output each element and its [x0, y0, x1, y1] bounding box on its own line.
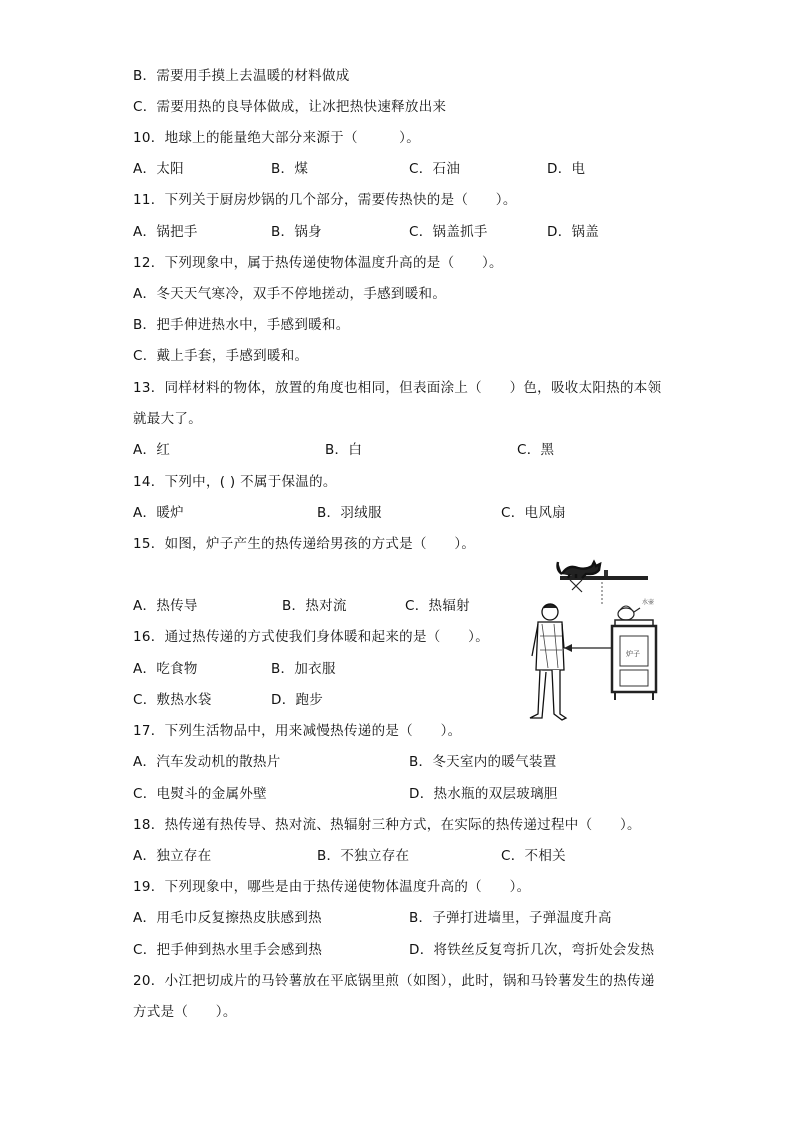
question-20-cont: 方式是（ ）。	[133, 1004, 237, 1020]
q15-option-a: A．热传导	[133, 598, 198, 614]
q18-option-c: C．不相关	[501, 848, 566, 864]
q19-option-d: D．将铁丝反复弯折几次，弯折处会发热	[409, 942, 655, 958]
question-18: 18．热传递有热传导、热对流、热辐射三种方式，在实际的热传递过程中（ ）。	[133, 817, 641, 833]
q13-option-a: A．红	[133, 442, 171, 458]
q16-option-b: B．加衣服	[271, 661, 336, 677]
question-12: 12．下列现象中，属于热传递使物体温度升高的是（ ）。	[133, 255, 503, 271]
question-15: 15．如图，炉子产生的热传递给男孩的方式是（ ）。	[133, 536, 476, 552]
question-17: 17．下列生活物品中，用来减慢热传递的是（ ）。	[133, 723, 462, 739]
q17-option-b: B．冬天室内的暖气装置	[409, 754, 557, 770]
q13-option-b: B．白	[325, 442, 363, 458]
q17-option-c: C．电熨斗的金属外壁	[133, 786, 267, 802]
q13-option-c: C．黑	[517, 442, 555, 458]
q10-option-b: B．煤	[271, 161, 309, 177]
cat-icon	[558, 562, 601, 578]
svg-text:水壶: 水壶	[642, 599, 655, 606]
q16-option-d: D．跑步	[271, 692, 324, 708]
question-16: 16．通过热传递的方式使我们身体暖和起来的是（ ）。	[133, 629, 490, 645]
q10-option-c: C．石油	[409, 161, 461, 177]
question-10: 10．地球上的能量绝大部分来源于（ ）。	[133, 130, 421, 146]
q19-option-c: C．把手伸到热水里手会感到热	[133, 942, 323, 958]
shelf-icon	[560, 576, 648, 580]
q12-option-c: C．戴上手套，手感到暖和。	[133, 348, 309, 364]
stove-boy-figure	[520, 552, 670, 724]
q19-option-a: A．用毛巾反复擦热皮肤感到热	[133, 910, 322, 926]
q17-option-d: D．热水瓶的双层玻璃胆	[409, 786, 558, 802]
question-13: 13．同样材料的物体，放置的角度也相同，但表面涂上（ ）色，吸收太阳热的本领	[133, 380, 662, 396]
q16-option-a: A．吃食物	[133, 661, 198, 677]
q11-option-d: D．锅盖	[547, 224, 600, 240]
q9-option-b: B．需要用手摸上去温暖的材料做成	[133, 68, 350, 84]
question-13-cont: 就最大了。	[133, 411, 202, 427]
q9-option-c: C．需要用热的良导体做成，让冰把热快速释放出来	[133, 99, 447, 115]
stove-icon	[612, 620, 656, 700]
q18-option-a: A．独立存在	[133, 848, 212, 864]
question-11: 11．下列关于厨房炒锅的几个部分，需要传热快的是（ ）。	[133, 192, 517, 208]
q10-option-a: A．太阳	[133, 161, 184, 177]
kettle-icon	[618, 598, 654, 620]
question-14: 14．下列中，( ) 不属于保温的。	[133, 474, 337, 490]
boy-icon	[530, 604, 566, 720]
q11-option-a: A．锅把手	[133, 224, 198, 240]
q12-option-a: A．冬天天气寒冷，双手不停地搓动，手感到暖和。	[133, 286, 447, 302]
svg-text:炉子: 炉子	[626, 650, 640, 658]
q14-option-b: B．羽绒服	[317, 505, 382, 521]
q14-option-c: C．电风扇	[501, 505, 566, 521]
q10-option-d: D．电	[547, 161, 586, 177]
q16-option-c: C．敷热水袋	[133, 692, 212, 708]
q17-option-a: A．汽车发动机的散热片	[133, 754, 281, 770]
q19-option-b: B．子弹打进墙里，子弹温度升高	[409, 910, 612, 926]
question-19: 19．下列现象中，哪些是由于热传递使物体温度升高的（ ）。	[133, 879, 531, 895]
q15-option-b: B．热对流	[282, 598, 347, 614]
q18-option-b: B．不独立存在	[317, 848, 410, 864]
q11-option-b: B．锅身	[271, 224, 322, 240]
question-20: 20．小江把切成片的马铃薯放在平底锅里煎（如图），此时，锅和马铃薯发生的热传递	[133, 973, 655, 989]
q15-option-c: C．热辐射	[405, 598, 470, 614]
q11-option-c: C．锅盖抓手	[409, 224, 488, 240]
q14-option-a: A．暖炉	[133, 505, 184, 521]
q12-option-b: B．把手伸进热水中，手感到暖和。	[133, 317, 350, 333]
